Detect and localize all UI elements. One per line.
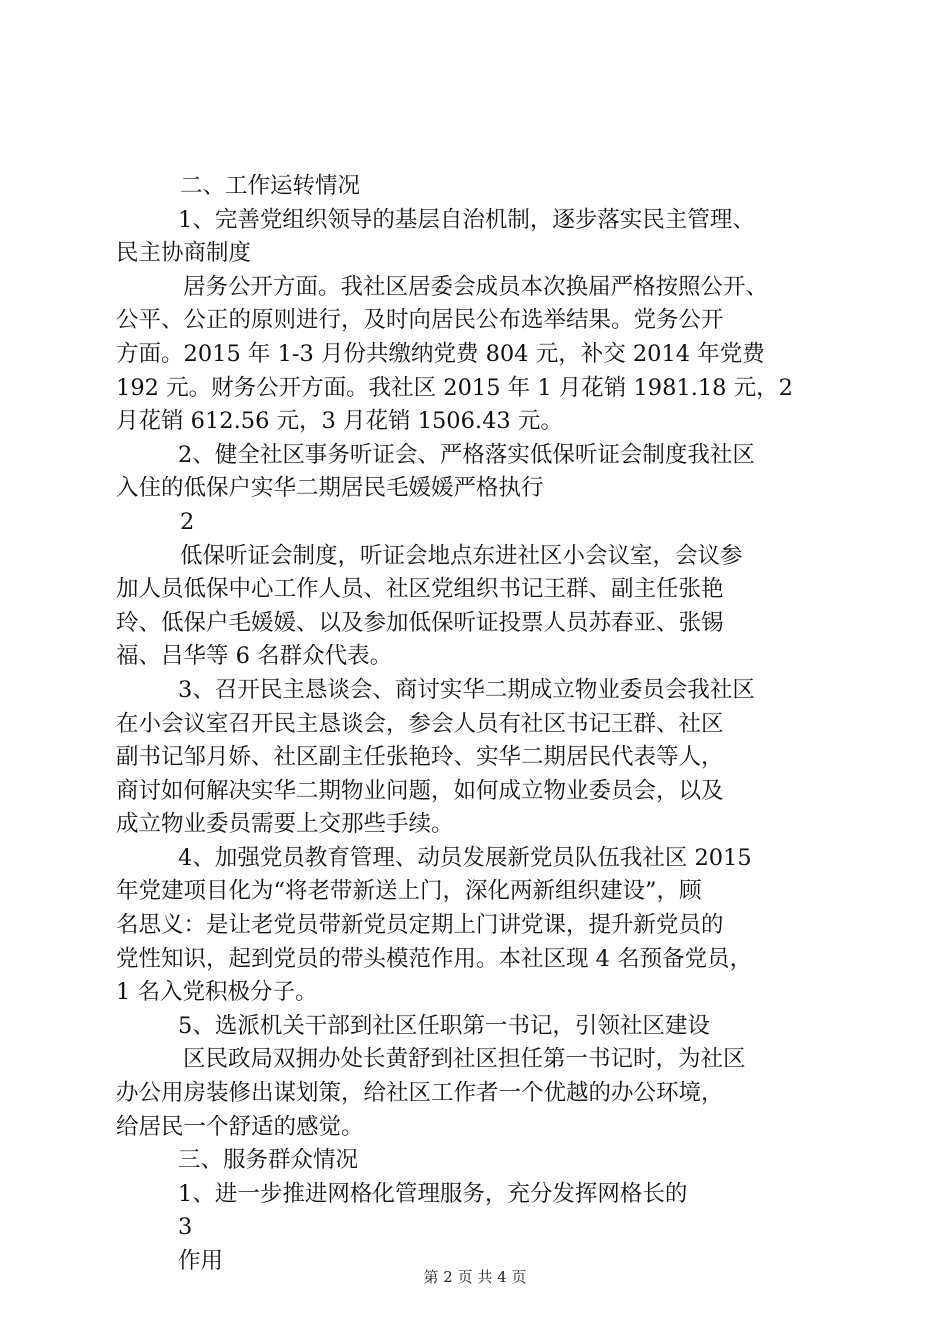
paragraph-line: 副书记邹月娇、社区副主任张艳玲、实华二期居民代表等人，: [116, 744, 724, 771]
document-body: [116, 170, 840, 1279]
paragraph-line: 月花销 612.56 元，3 月花销 1506.43 元。: [116, 408, 563, 435]
paragraph-line: 在小会议室召开民主恳谈会，参会人员有社区书记王群、社区: [116, 710, 724, 737]
section-heading-2: 二、工作运转情况: [180, 173, 361, 199]
paragraph-line: 5、选派机关干部到社区任职第一书记，引领社区建设: [178, 1012, 710, 1039]
paragraph-line: 办公用房装修出谋划策，给社区工作者一个优越的办公环境，: [116, 1080, 724, 1107]
paragraph-line: 居务公开方面。我社区居委会成员本次换届严格按照公开、: [183, 273, 769, 300]
section-heading-3: 三、服务群众情况: [178, 1147, 359, 1174]
paragraph-line: 成立物业委员需要上交那些手续。: [116, 811, 454, 838]
paragraph-line: 低保听证会制度，听证会地点东进社区小会议室，会议参: [180, 542, 743, 569]
paragraph-line: 加人员低保中心工作人员、社区党组织书记王群、副主任张艳: [116, 576, 724, 603]
paragraph-line: 年党建项目化为“将老带新送上门，深化两新组织建设”，顾: [116, 878, 702, 905]
paragraph-line: 3、召开民主恳谈会、商讨实华二期成立物业委员会我社区: [178, 676, 755, 703]
page-number-marker: 3: [178, 1214, 193, 1241]
paragraph-line: 给居民一个舒适的感觉。: [116, 1113, 364, 1140]
paragraph-line: 公平、公正的原则进行，及时向居民公布选举结果。党务公开: [116, 307, 724, 334]
page-number-marker: 2: [180, 508, 195, 535]
paragraph-line: 民主协商制度: [116, 240, 252, 267]
paragraph-line: 区民政局双拥办处长黄舒到社区担任第一书记时，为社区: [183, 1046, 746, 1073]
paragraph-line: 商讨如何解决实华二期物业问题，如何成立物业委员会，以及: [116, 777, 724, 804]
paragraph-line: 方面。2015 年 1-3 月份共缴纳党费 804 元，补交 2014 年党费: [116, 340, 765, 367]
paragraph-line: 1、进一步推进网格化管理服务，充分发挥网格长的: [178, 1180, 688, 1207]
paragraph-line: 福、吕华等 6 名群众代表。: [116, 643, 393, 670]
paragraph-line: 名思义：是让老党员带新党员定期上门讲党课，提升新党员的: [116, 912, 724, 939]
paragraph-line: 1 名入党积极分子。: [116, 979, 318, 1006]
paragraph-line: 作用: [178, 1248, 224, 1274]
paragraph-line: 192 元。财务公开方面。我社区 2015 年 1 月花销 1981.18 元，2: [116, 374, 793, 401]
paragraph-line: 入住的低保户实华二期居民毛媛媛严格执行: [116, 475, 544, 502]
paragraph-line: 4、加强党员教育管理、动员发展新党员队伍我社区 2015: [178, 844, 752, 871]
paragraph-line: 2、健全社区事务听证会、严格落实低保听证会制度我社区: [178, 441, 755, 468]
paragraph-line: 1、完善党组织领导的基层自治机制，逐步落实民主管理、: [178, 206, 755, 233]
page-footer: 第 2 页 共 4 页: [423, 1268, 527, 1286]
paragraph-line: 玲、低保户毛媛媛、以及参加低保听证投票人员苏春亚、张锡: [116, 609, 724, 636]
paragraph-line: 党性知识，起到党员的带头模范作用。本社区现 4 名预备党员，: [116, 945, 753, 972]
